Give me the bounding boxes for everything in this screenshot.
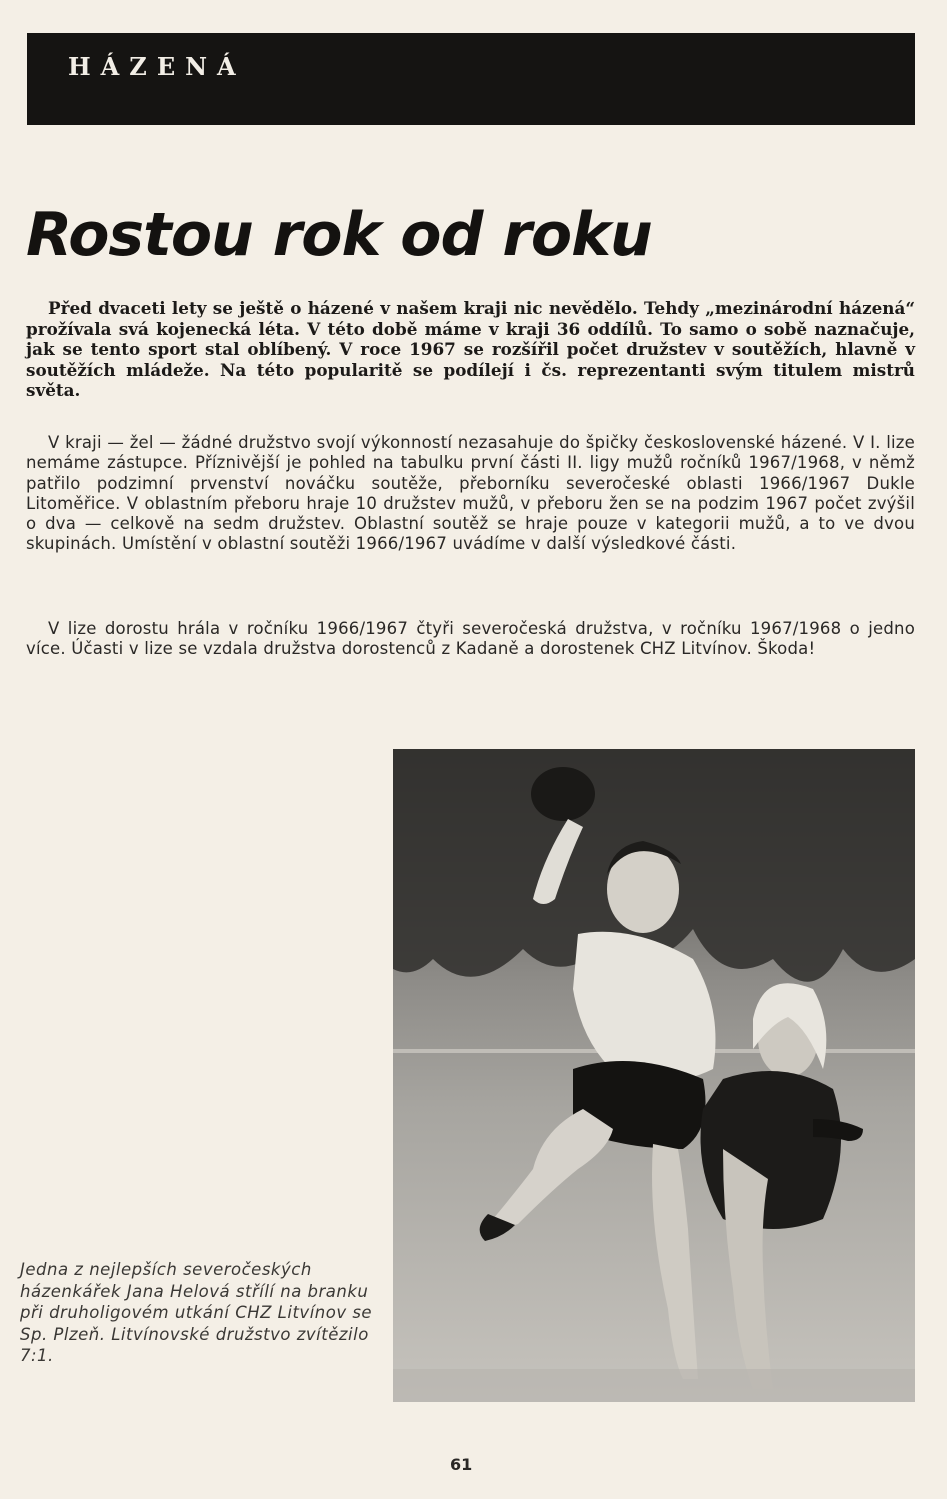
- handball-photo: [393, 749, 915, 1402]
- article-paragraph: V kraji — žel — žádné družstvo svojí výkonností nezasahuje do špičky československé házené. V I. lize nemáme zástupce. Příznivější je pohled na tabulku první části II. ligy mužů ročníků 1967/1968, v němž patřilo podzimní prvenství nováčku soutěže, přeborníku severočeské oblasti 1966/1967 Dukle Litoměřice. V oblastním přeboru hraje 10 družstev mužů, v přeboru žen se na podzim 1967 počet zvýšil o dva — celkově na sedm družstev. Oblastní soutěž se hraje pouze v kategorii mužů, a to ve dvou skupinách. Umístění v oblastní soutěži 1966/1967 uvádíme v další výsledkové části.: [26, 433, 915, 554]
- article-paragraph: V lize dorostu hrála v ročníku 1966/1967 čtyři severočeská družstva, v ročníku 1967/1968 o jedno více. Účasti v lize se vzdala družstva dorostenců z Kadaně a dorostenek CHZ Litvínov. Škoda!: [26, 619, 915, 659]
- article-title: Rostou rok od roku: [26, 200, 652, 270]
- photo-caption: Jedna z nejlepších severočeských házenkářek Jana Helová střílí na branku při druholigovém utkání CHZ Litvínov se Sp. Plzeň. Litvínovské družstvo zvítězilo 7:1.: [20, 1260, 373, 1365]
- page-number: 61: [450, 1455, 473, 1474]
- article-lead: Před dvaceti lety se ještě o házené v našem kraji nic nevědělo. Tehdy „mezinárodní házená“ prožívala svá kojenecká léta. V této době máme v kraji 36 oddílů. To samo o sobě naznačuje, jak se tento sport stal oblíbený. V roce 1967 se rozšířil počet družstev v soutěžích, hlavně v soutěžích mládeže. Na této popularitě se podílejí i čs. reprezentanti svým titulem mistrů světa.: [26, 298, 915, 400]
- section-label: HÁZENÁ: [68, 52, 246, 81]
